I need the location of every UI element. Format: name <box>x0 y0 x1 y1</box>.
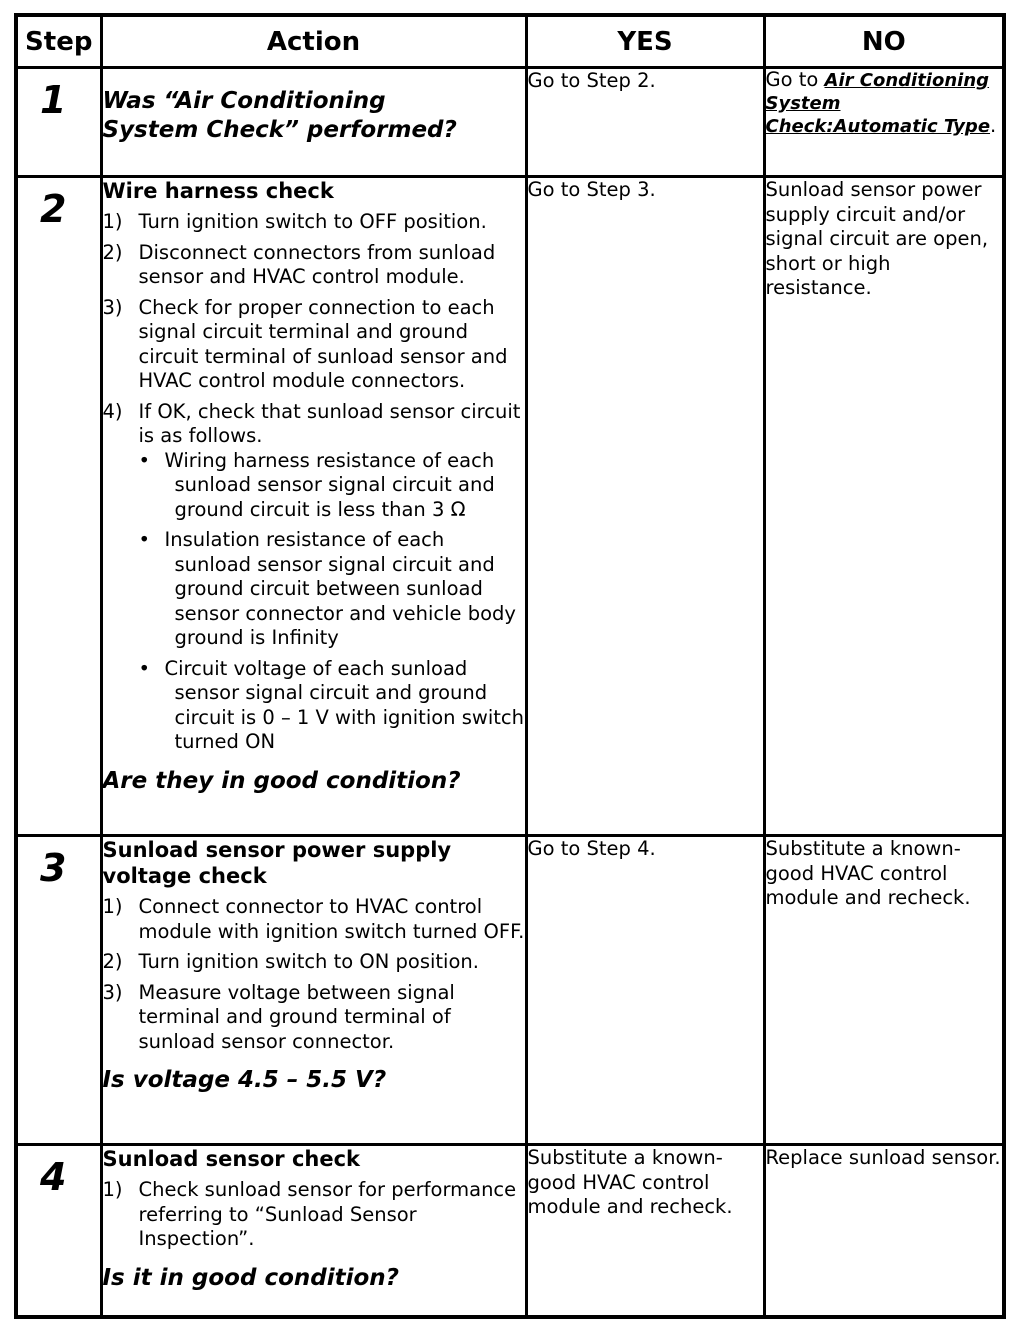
header-action: Action <box>101 15 526 68</box>
step-number: 3 <box>40 846 67 890</box>
no-suffix: . <box>990 114 997 137</box>
step-list <box>103 1178 525 1252</box>
step-title: Sunload sensor check <box>102 1147 361 1171</box>
bullet-item: • Circuit voltage of each sunload sensor signal circuit and ground circuit is 0 – 1 V with ignition switch turned ON <box>138 656 524 753</box>
step-list <box>103 895 525 1054</box>
list-item: 2) Turn ignition switch to ON position. <box>102 950 479 973</box>
list-item: 2) Disconnect connectors from sunload sensor and HVAC control module. <box>102 240 496 288</box>
table-row <box>16 177 1004 836</box>
list-item: 1) Connect connector to HVAC control module with ignition switch turned OFF. <box>102 895 525 943</box>
step-question: Was “Air Conditioning System Check” performed? <box>102 88 457 143</box>
table-row <box>16 1145 1004 1317</box>
yes-text: Go to Step 3. <box>527 178 656 201</box>
header-yes: YES <box>526 15 764 68</box>
bullet-item: • Insulation resistance of each sunload sensor signal circuit and ground circuit between sunload sensor connector and vehicle body ground is Infinity <box>138 528 516 649</box>
list-item: 1) Turn ignition switch to OFF position. <box>102 210 487 233</box>
no-text: Replace sunload sensor. <box>765 1146 1001 1169</box>
yes-text: Substitute a known-good HVAC control module and recheck. <box>527 1146 733 1218</box>
header-no: NO <box>764 15 1004 68</box>
step-number: 1 <box>40 78 67 122</box>
list-item: 3) Check for proper connection to each signal circuit terminal and ground circuit terminal of sunload sensor and HVAC control module connectors. <box>102 295 508 392</box>
bullet-list <box>139 449 525 755</box>
list-item: 1) Check sunload sensor for performance referring to “Sunload Sensor Inspection”. <box>102 1178 517 1250</box>
step-number: 4 <box>40 1155 67 1199</box>
bullet-item: • Wiring harness resistance of each sunload sensor signal circuit and ground circuit is less than 3 Ω <box>138 448 495 521</box>
table-row <box>16 836 1004 1145</box>
step-title: Sunload sensor power supply voltage check <box>102 838 452 888</box>
no-text: Sunload sensor power supply circuit and/or signal circuit are open, short or high resistance. <box>765 178 989 299</box>
step-question: Is it in good condition? <box>102 1264 399 1291</box>
yes-text: Go to Step 4. <box>527 837 656 860</box>
step-title: Wire harness check <box>102 179 334 203</box>
list-item: 4) If OK, check that sunload sensor circuit is as follows. • Wiring harness resistance of each sunload sensor signal circuit and ground circuit is less than 3 Ω • Insulation resistance of each sunload sensor signal circuit and ground circuit between sunload sensor connector and vehicle body ground is Infinity • Circuit voltage of each sunload sensor signal circuit and ground circuit is 0 – 1 V with ignition switch turned ON <box>102 399 524 753</box>
list-item: 3) Measure voltage between signal terminal and ground terminal of sunload sensor connector. <box>102 980 455 1053</box>
step-question: Are they in good condition? <box>102 767 461 794</box>
no-text <box>766 69 1003 138</box>
diagnostic-table <box>14 13 1006 1319</box>
step-number: 2 <box>40 187 67 231</box>
yes-text: Go to Step 2. <box>527 69 656 92</box>
step-list <box>103 210 525 755</box>
header-row <box>16 15 1004 68</box>
no-prefix: Go to <box>765 68 825 91</box>
table-row <box>16 68 1004 177</box>
system-check-link[interactable]: Air Conditioning System Check:Automatic Type <box>765 70 991 137</box>
step-question: Is voltage 4.5 – 5.5 V? <box>102 1067 387 1093</box>
no-text: Substitute a known-good HVAC control module and recheck. <box>765 837 971 909</box>
header-step: Step <box>16 15 101 68</box>
